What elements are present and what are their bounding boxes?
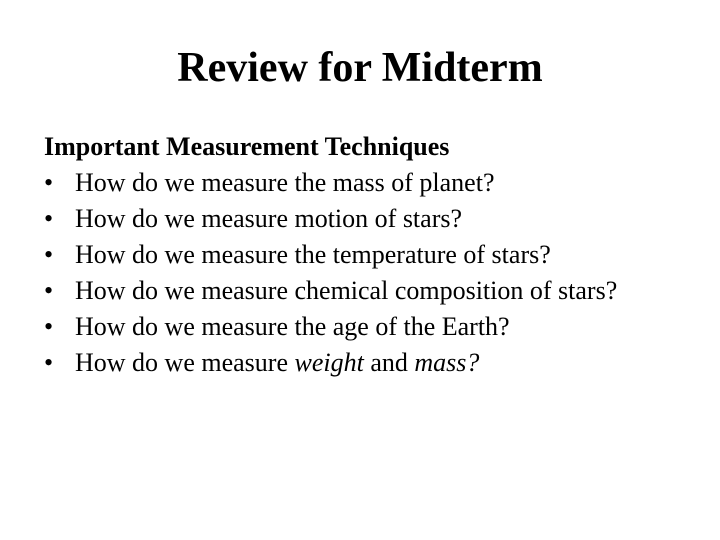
slide-content <box>44 129 684 381</box>
bullet-item <box>44 273 684 309</box>
bullet-text-prefix: How do we measure <box>75 348 295 377</box>
section-heading: Important Measurement Techniques <box>44 132 450 161</box>
bullet-item <box>44 237 684 273</box>
bullet-item <box>44 165 684 201</box>
bullet-text: How do we measure the mass of planet? <box>75 168 495 197</box>
bullet-text: How do we measure the temperature of stars? <box>75 240 551 269</box>
bullet-text: How do we measure chemical composition of stars? <box>75 276 618 305</box>
bullet-text-middle: and <box>363 348 415 377</box>
bullet-icon: • <box>44 312 54 341</box>
bullet-icon: • <box>44 348 54 377</box>
emphasis-weight: weight <box>294 348 364 377</box>
slide-title: Review for Midterm <box>177 45 543 91</box>
bullet-icon: • <box>44 276 54 305</box>
bullet-icon: • <box>44 168 54 197</box>
bullet-list <box>44 165 684 381</box>
bullet-item <box>44 201 684 237</box>
bullet-text <box>75 348 479 377</box>
emphasis-mass: mass? <box>414 348 480 377</box>
bullet-item <box>44 345 684 381</box>
bullet-text: How do we measure the age of the Earth? <box>75 312 510 341</box>
bullet-text: How do we measure motion of stars? <box>75 204 463 233</box>
bullet-icon: • <box>44 240 54 269</box>
bullet-item <box>44 309 684 345</box>
bullet-icon: • <box>44 204 54 233</box>
